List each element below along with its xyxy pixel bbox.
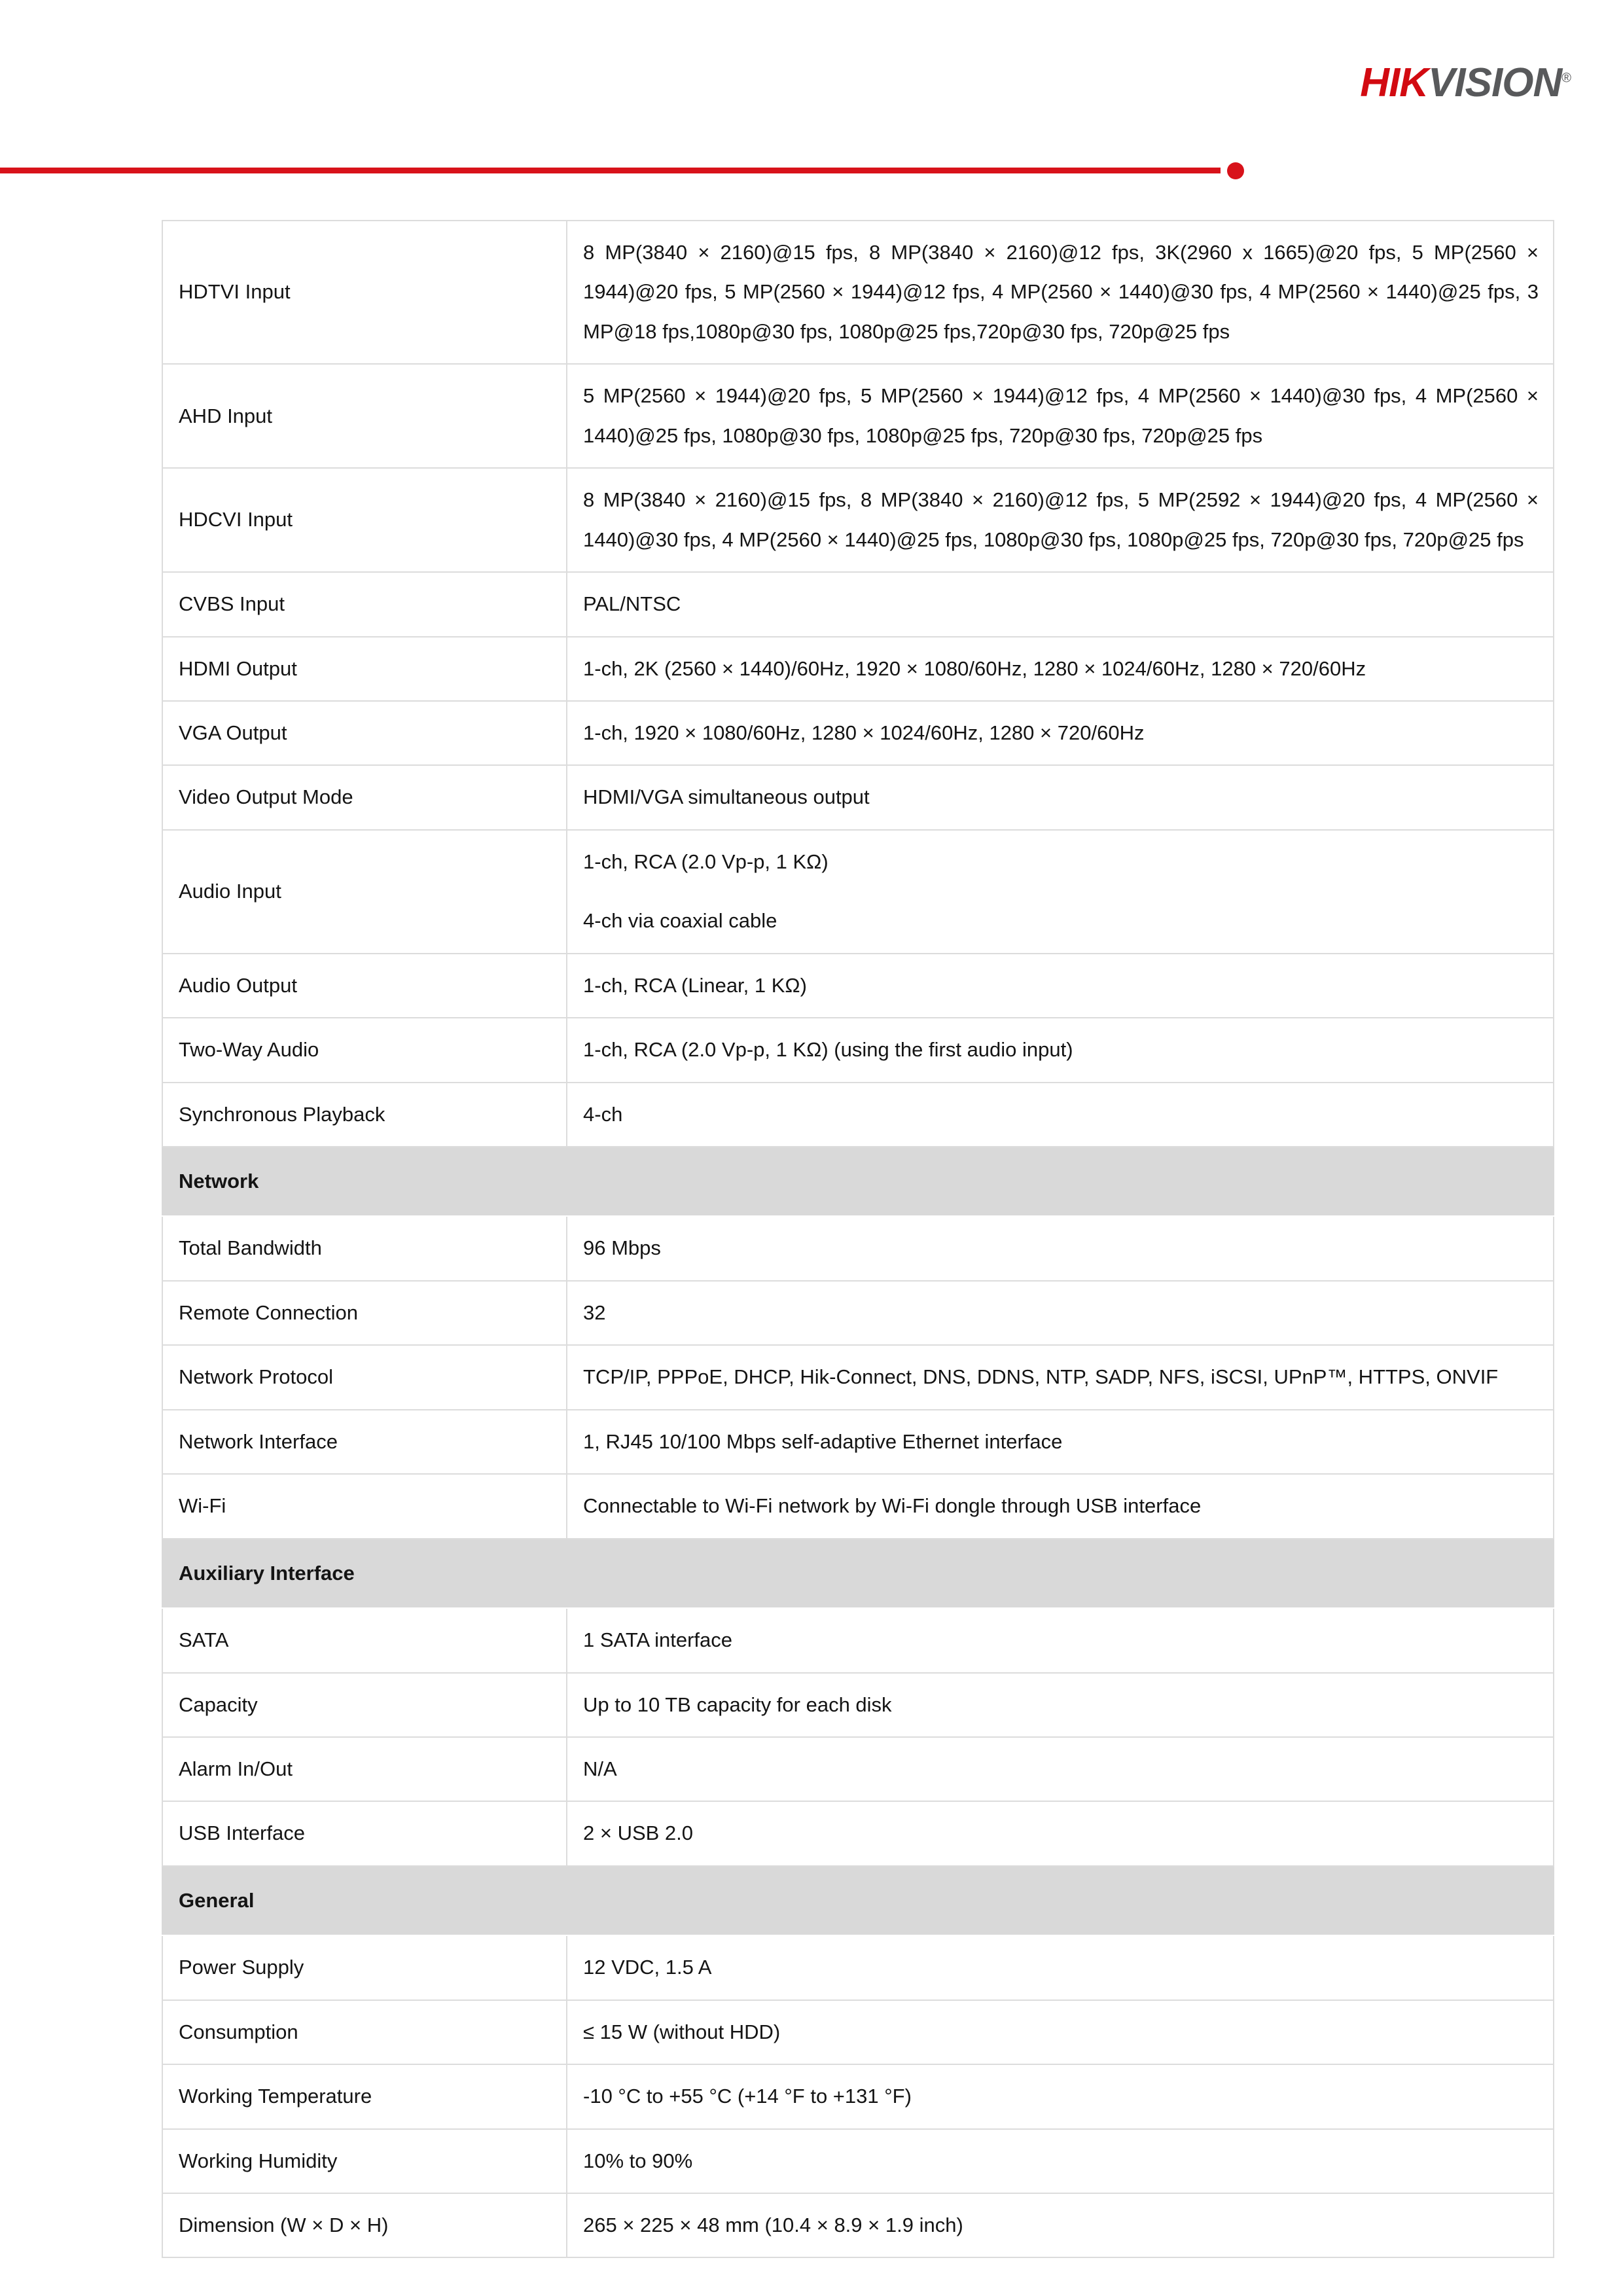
spec-value-cell	[567, 1801, 1554, 1865]
table-row	[162, 701, 1554, 765]
spec-value-cell	[567, 1737, 1554, 1801]
registered-trademark-icon: ®	[1561, 71, 1571, 86]
table-row	[162, 765, 1554, 829]
spec-label-cell: Alarm In/Out	[162, 1737, 567, 1801]
header-divider-dot-icon	[1227, 162, 1244, 179]
spec-label-cell: HDMI Output	[162, 637, 567, 701]
spec-value-cell	[567, 1474, 1554, 1538]
table-row	[162, 1410, 1554, 1474]
spec-label-cell: USB Interface	[162, 1801, 567, 1865]
section-header-label: Auxiliary Interface	[162, 1539, 1554, 1608]
table-row	[162, 1673, 1554, 1737]
spec-value-cell	[567, 1345, 1554, 1409]
specification-table	[162, 220, 1554, 2258]
spec-value-line: 1-ch, 1920 × 1080/60Hz, 1280 × 1024/60Hz, 1280 × 720/60Hz	[583, 721, 1145, 744]
spec-label-cell: Video Output Mode	[162, 765, 567, 829]
spec-value-line: 1 SATA interface	[583, 1628, 733, 1652]
spec-value-line: ≤ 15 W (without HDD)	[583, 2020, 781, 2043]
spec-value-line: 8 MP(3840 × 2160)@15 fps, 8 MP(3840 × 2160)@12 fps, 5 MP(2592 × 1944)@20 fps, 4 MP(2560 × 1440)@30 fps, 4 MP(2560 × 1440)@25 fps, 1080p@30 fps, 1080p@25 fps, 720p@30 fps, 720p@25 fps	[583, 488, 1539, 551]
table-row	[162, 1083, 1554, 1147]
table-row	[162, 2129, 1554, 2193]
spec-label-cell: Network Interface	[162, 1410, 567, 1474]
section-header-row	[162, 1147, 1554, 1216]
spec-label-cell: Two-Way Audio	[162, 1018, 567, 1082]
spec-value-cell	[567, 954, 1554, 1018]
spec-value-cell	[567, 1410, 1554, 1474]
spec-value-line: 4-ch	[583, 1102, 623, 1126]
table-row	[162, 1018, 1554, 1082]
spec-value-cell	[567, 2129, 1554, 2193]
spec-value-line: PAL/NTSC	[583, 592, 681, 616]
spec-label-cell: CVBS Input	[162, 572, 567, 636]
table-row	[162, 637, 1554, 701]
spec-value-line: 2 × USB 2.0	[583, 1821, 694, 1845]
table-row	[162, 468, 1554, 572]
spec-label-cell: Synchronous Playback	[162, 1083, 567, 1147]
table-row	[162, 1474, 1554, 1538]
spec-value-line: 4-ch via coaxial cable	[583, 909, 777, 933]
spec-value-line: -10 °C to +55 °C (+14 °F to +131 °F)	[583, 2085, 912, 2108]
table-row	[162, 1281, 1554, 1345]
spec-value-line: 8 MP(3840 × 2160)@15 fps, 8 MP(3840 × 2160)@12 fps, 3K(2960 x 1665)@20 fps, 5 MP(2560 × 1944)@20 fps, 5 MP(2560 × 1944)@12 fps, 4 MP(2560 × 1440)@30 fps, 4 MP(2560 × 1440)@25 fps, 3 MP@18 fps,1080p@30 fps, 1080p@25 fps,720p@30 fps, 720p@25 fps	[583, 241, 1539, 343]
spec-value-cell	[567, 221, 1554, 364]
spec-value-cell	[567, 1673, 1554, 1737]
spec-value-cell	[567, 364, 1554, 468]
spec-value-cell	[567, 2193, 1554, 2257]
spec-label-cell: Power Supply	[162, 1935, 567, 2000]
spec-label-cell: Wi-Fi	[162, 1474, 567, 1538]
spec-label-cell: HDCVI Input	[162, 468, 567, 572]
logo-text-hik: HIK	[1360, 60, 1429, 105]
section-header-row	[162, 1866, 1554, 1935]
spec-value-line: 265 × 225 × 48 mm (10.4 × 8.9 × 1.9 inch)	[583, 2214, 963, 2236]
table-row	[162, 1216, 1554, 1280]
spec-label-cell: Dimension (W × D × H)	[162, 2193, 567, 2257]
spec-value-cell	[567, 1608, 1554, 1672]
table-row	[162, 830, 1554, 954]
spec-label-cell: Remote Connection	[162, 1281, 567, 1345]
spec-value-line: 10% to 90%	[583, 2149, 693, 2172]
table-row	[162, 1345, 1554, 1409]
spec-value-cell	[567, 572, 1554, 636]
spec-label-cell: Working Temperature	[162, 2064, 567, 2128]
spec-value-line: 1-ch, RCA (2.0 Vp-p, 1 KΩ) (using the first audio input)	[583, 1038, 1073, 1062]
table-row	[162, 364, 1554, 468]
section-header-label: Network	[162, 1147, 1554, 1216]
page-header	[0, 0, 1623, 183]
spec-value-line: Up to 10 TB capacity for each disk	[583, 1693, 892, 1716]
table-row	[162, 1737, 1554, 1801]
spec-value-line: 1-ch, 2K (2560 × 1440)/60Hz, 1920 × 1080/60Hz, 1280 × 1024/60Hz, 1280 × 720/60Hz	[583, 656, 1366, 680]
spec-value-cell	[567, 468, 1554, 572]
spec-value-line: 12 VDC, 1.5 A	[583, 1956, 712, 1979]
table-row	[162, 2064, 1554, 2128]
header-divider-line	[0, 168, 1221, 173]
spec-value-line: 32	[583, 1300, 606, 1324]
spec-label-cell: Capacity	[162, 1673, 567, 1737]
section-header-row	[162, 1539, 1554, 1608]
spec-label-cell: Total Bandwidth	[162, 1216, 567, 1280]
spec-label-cell: AHD Input	[162, 364, 567, 468]
spec-label-cell: VGA Output	[162, 701, 567, 765]
spec-value-line: 5 MP(2560 × 1944)@20 fps, 5 MP(2560 × 1944)@12 fps, 4 MP(2560 × 1440)@30 fps, 4 MP(2560 × 1440)@25 fps, 1080p@30 fps, 1080p@25 fps, 720p@30 fps, 720p@25 fps	[583, 384, 1539, 447]
spec-value-line: HDMI/VGA simultaneous output	[583, 785, 870, 809]
spec-value-line: TCP/IP, PPPoE, DHCP, Hik-Connect, DNS, DDNS, NTP, SADP, NFS, iSCSI, UPnP™, HTTPS, ONVIF	[583, 1365, 1499, 1389]
spec-label-cell: Network Protocol	[162, 1345, 567, 1409]
spec-value-line: N/A	[583, 1757, 617, 1780]
spec-label-cell: SATA	[162, 1608, 567, 1672]
spec-label-cell: Working Humidity	[162, 2129, 567, 2193]
specification-table-container	[162, 220, 1553, 2258]
spec-value-line: 1, RJ45 10/100 Mbps self-adaptive Ethernet interface	[583, 1429, 1063, 1453]
header-divider	[0, 162, 1623, 182]
table-row	[162, 572, 1554, 636]
spec-value-cell	[567, 1281, 1554, 1345]
spec-value-cell	[567, 1018, 1554, 1082]
spec-value-line: 1-ch, RCA (2.0 Vp-p, 1 KΩ)	[583, 850, 829, 873]
spec-value-cell	[567, 830, 1554, 954]
spec-value-line: Connectable to Wi-Fi network by Wi-Fi dongle through USB interface	[583, 1494, 1202, 1518]
table-row	[162, 2193, 1554, 2257]
spec-value-cell	[567, 2064, 1554, 2128]
table-row	[162, 1608, 1554, 1672]
specification-table-body	[162, 221, 1554, 2257]
spec-label-cell: Audio Output	[162, 954, 567, 1018]
spec-value-cell	[567, 1083, 1554, 1147]
spec-value-cell	[567, 637, 1554, 701]
spec-value-cell	[567, 1216, 1554, 1280]
spec-label-cell: HDTVI Input	[162, 221, 567, 364]
spec-value-cell	[567, 1935, 1554, 2000]
spec-value-cell	[567, 701, 1554, 765]
table-row	[162, 1801, 1554, 1865]
spec-label-cell: Audio Input	[162, 830, 567, 954]
table-row	[162, 954, 1554, 1018]
table-row	[162, 2000, 1554, 2064]
logo-text-vision: VISION	[1428, 60, 1562, 105]
spec-label-cell: Consumption	[162, 2000, 567, 2064]
table-row	[162, 221, 1554, 364]
hikvision-logo	[1360, 60, 1571, 105]
spec-value-cell	[567, 2000, 1554, 2064]
spec-value-line: 96 Mbps	[583, 1236, 661, 1260]
table-row	[162, 1935, 1554, 2000]
section-header-label: General	[162, 1866, 1554, 1935]
spec-value-line: 1-ch, RCA (Linear, 1 KΩ)	[583, 973, 807, 997]
spec-value-cell	[567, 765, 1554, 829]
